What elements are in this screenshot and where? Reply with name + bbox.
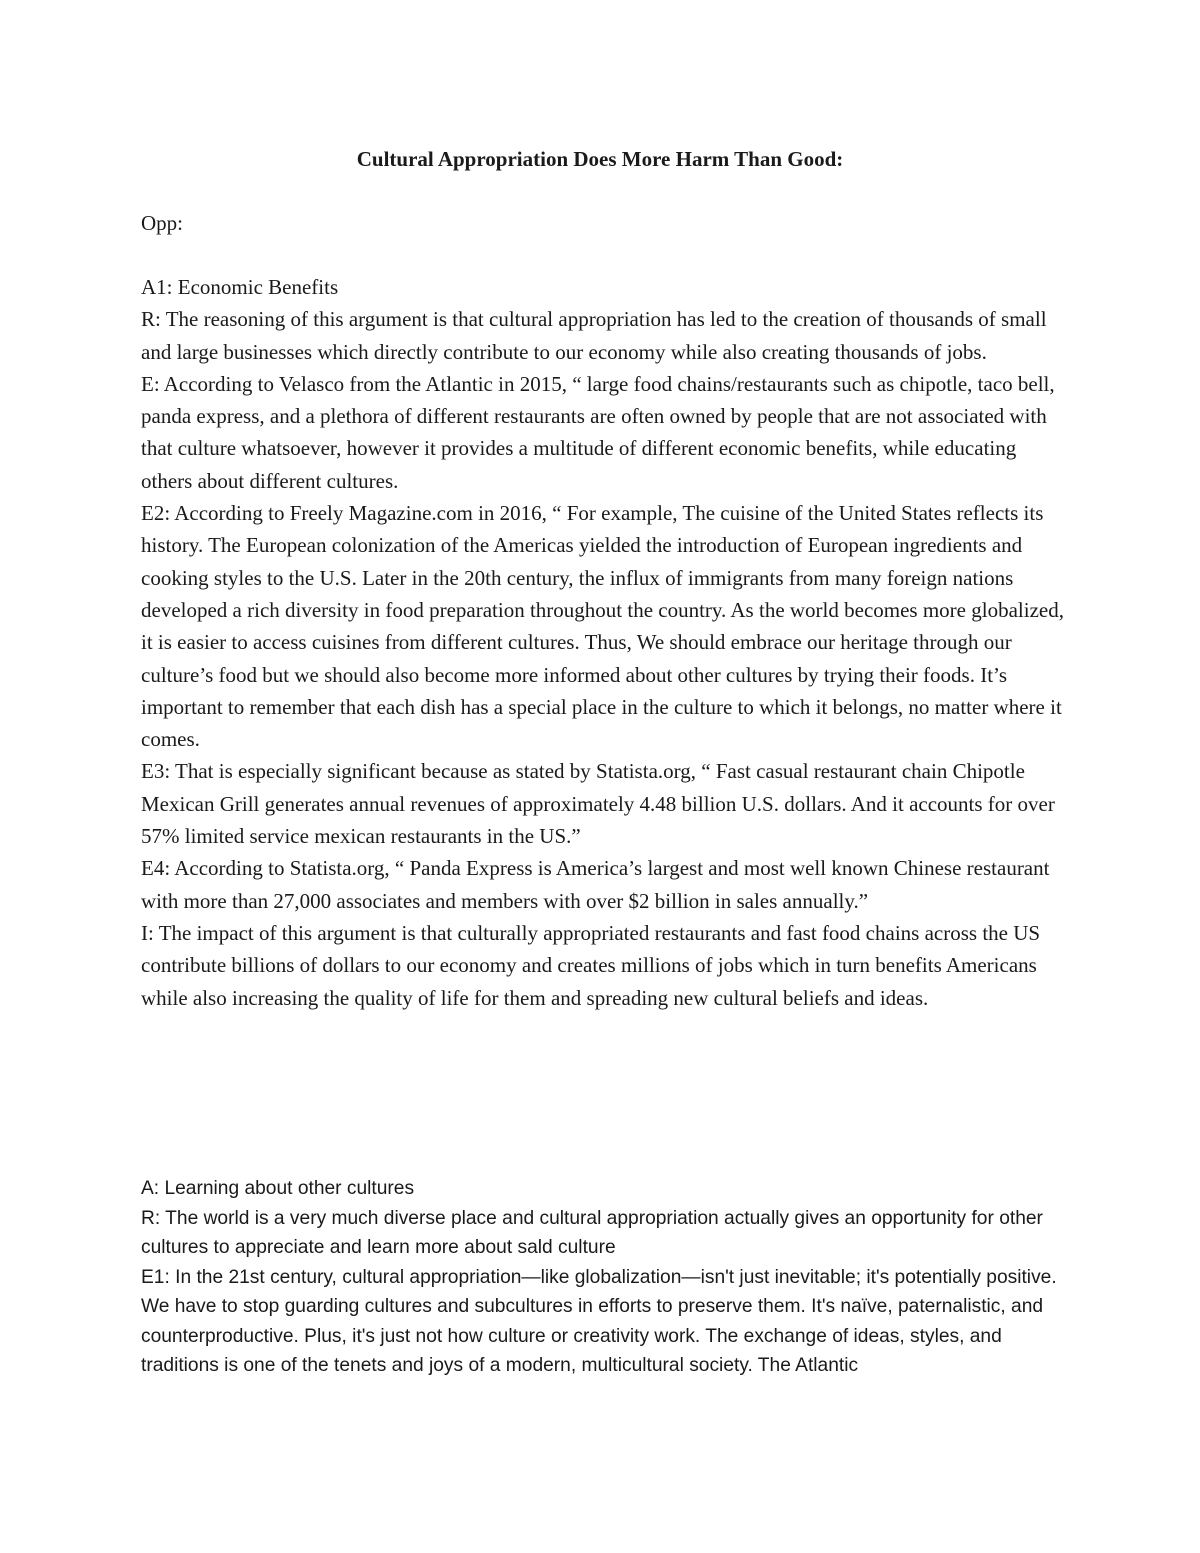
section-heading: A1: Economic Benefits [141,275,339,299]
paragraph-evidence-1: E: According to Velasco from the Atlantic in 2015, “ large food chains/restaurants such as chipotle, taco bell, panda express, and a plethora of different restaurants are often owned by people that are not associated with that culture whatsoever, however it provides a multitude of different economic benefits, while educating others about different cultures. [141,371,1055,493]
opp-label: Opp: [141,211,183,235]
paragraph-evidence-2: E2: According to Freely Magazine.com in 2016, “ For example, The cuisine of the United States reflects its history. The European colonization of the Americas yielded the introduction of European ingredients and cooking styles to the U.S. Later in the 20th century, the influx of immigrants from many foreign nations developed a rich diversity in food preparation throughout the country. As the world becomes more globalized, it is easier to access cuisines from different cultures. Thus, We should embrace our heritage through our culture’s food but we should also become more informed about other cultures by trying their foods. It’s important to remember that each dish has a special place in the culture to which it belongs, no matter where it comes. [141,501,1064,752]
section-heading: A: Learning about other cultures [141,1178,415,1199]
opp-label-block [141,207,1066,239]
paragraph-evidence-1: E1: In the 21st century, cultural appropriation—like globalization—isn't just inevitable; it's potentially positive. We have to stop guarding cultures and subcultures in efforts to preserve them. It's naïve, paternalistic, and counterproductive. Plus, it's just not how culture or creativity work. The exchange of ideas, styles, and traditions is one of the tenets and joys of a modern, multicultural society. The Atlantic [141,1266,1057,1376]
paragraph-reasoning: R: The world is a very much diverse place and cultural appropriation actually gives an opportunity for other cultures to appreciate and learn more about sald culture [141,1207,1043,1258]
section-economic-benefits [141,271,1066,1014]
paragraph-evidence-4: E4: According to Statista.org, “ Panda Express is America’s largest and most well known Chinese restaurant with more than 27,000 associates and members with over $2 billion in sales annually.” [141,856,1050,913]
paragraph-reasoning: R: The reasoning of this argument is that cultural appropriation has led to the creation of thousands of small and large businesses which directly contribute to our economy while also creating thousands of jobs. [141,307,1047,364]
document-title: Cultural Appropriation Does More Harm Than Good: [356,147,844,171]
paragraph-impact: I: The impact of this argument is that culturally appropriated restaurants and fast food chains across the US contribute billions of dollars to our economy and creates millions of jobs which in turn benefits Americans while also increasing the quality of life for them and spreading new cultural beliefs and ideas. [141,920,1041,1010]
paragraph-evidence-3: E3: That is especially significant because as stated by Statista.org, “ Fast casual restaurant chain Chipotle Mexican Grill generates annual revenues of approximately 4.48 billion U.S. dollars. And it accounts for over 57% limited service mexican restaurants in the US.” [141,759,1055,849]
section-learning-cultures [141,1174,1066,1381]
